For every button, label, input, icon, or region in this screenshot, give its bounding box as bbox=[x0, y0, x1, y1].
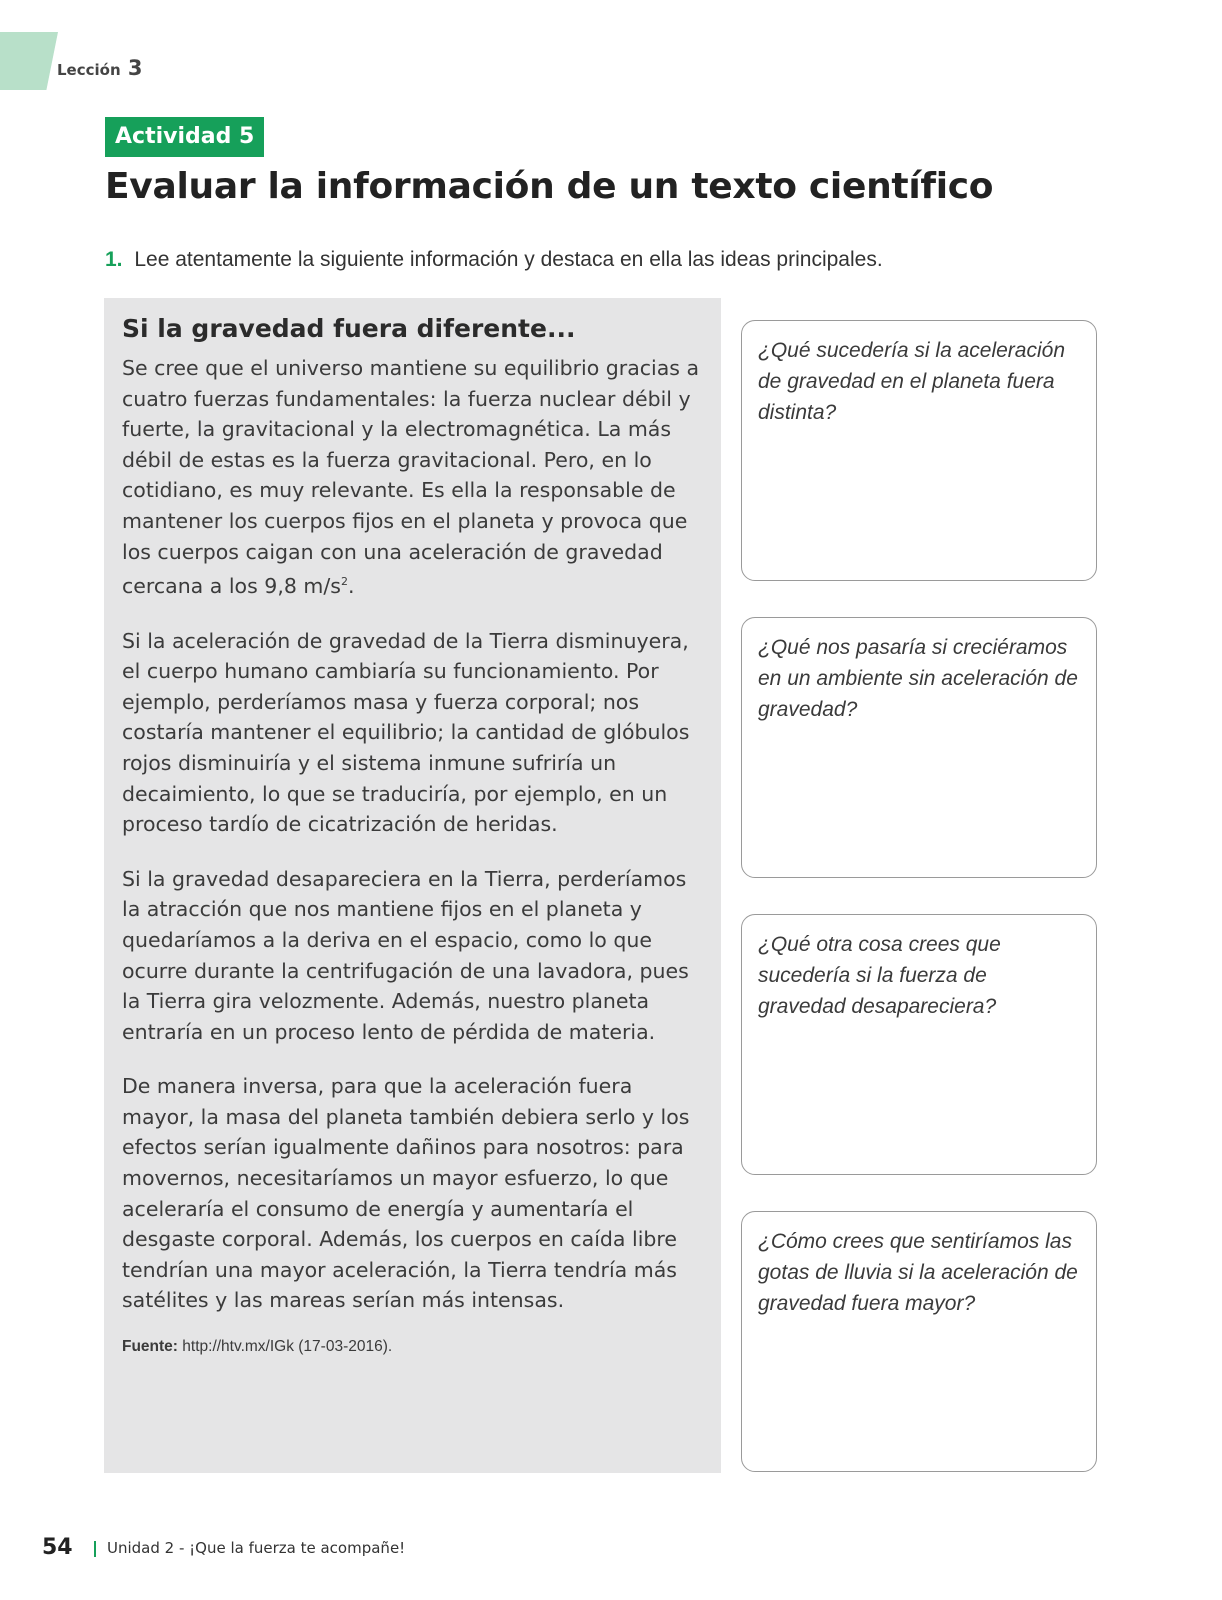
source-link[interactable]: http://htv.mx/IGk (17-03-2016). bbox=[182, 1338, 393, 1356]
instruction-number: 1. bbox=[105, 248, 123, 271]
reading-title: Si la gravedad fuera diferente... bbox=[122, 314, 576, 343]
page-number: 54 bbox=[42, 1535, 73, 1560]
footer-unit-text: Unidad 2 - ¡Que la fuerza te acompañe! bbox=[107, 1539, 406, 1557]
reading-paragraph-1-end: . bbox=[347, 573, 355, 598]
question-3: ¿Qué otra cosa crees que sucedería si la fuerza de gravedad desapareciera? bbox=[758, 933, 1001, 1018]
corner-tab-decoration bbox=[0, 32, 58, 90]
lesson-number: 3 bbox=[127, 56, 143, 80]
instruction bbox=[105, 248, 883, 272]
answer-box-1[interactable] bbox=[741, 320, 1097, 581]
reading-paragraph-1 bbox=[122, 353, 703, 602]
question-4: ¿Cómo crees que sentiríamos las gotas de lluvia si la aceleración de gravedad fuera mayor? bbox=[758, 1230, 1078, 1315]
activity-badge: Actividad 5 bbox=[105, 117, 264, 157]
footer-divider bbox=[94, 1541, 96, 1557]
superscript-exponent: 2 bbox=[340, 575, 348, 589]
answer-box-2[interactable] bbox=[741, 617, 1097, 878]
answer-box-3[interactable] bbox=[741, 914, 1097, 1175]
reading-paragraph-1-text: Se cree que el universo mantiene su equilibrio gracias a cuatro fuerzas fundamentales: la fuerza nuclear débil y fuerte, la gravitacional y la electromagnética. La más débil de estas es la fuerza gravitacional. Pero, en lo cotidiano, es muy relevante. Es ella la responsable de mantener los cuerpos fijos en el planeta y provoca que los cuerpos caigan con una aceleración de gravedad cercana a los 9,8 m/s bbox=[122, 356, 700, 598]
page-title: Evaluar la información de un texto científico bbox=[105, 166, 994, 207]
answer-box-4[interactable] bbox=[741, 1211, 1097, 1472]
reading-paragraph-3: Si la gravedad desapareciera en la Tierra, perderíamos la atracción que nos mantiene fijos en el planeta y quedaríamos a la deriva en el espacio, como lo que ocurre durante la centrifugación de una lavadora, pues la Tierra gira velozmente. Además, nuestro planeta entraría en un proceso lento de pérdida de materia. bbox=[122, 866, 689, 1044]
reading-paragraph-2: Si la aceleración de gravedad de la Tierra disminuyera, el cuerpo humano cambiaría su funcionamiento. Por ejemplo, perderíamos masa y fuerza corporal; nos costaría mantener el equilibrio; la cantidad de glóbulos rojos disminuiría y el sistema inmune sufriría un decaimiento, lo que se traduciría, por ejemplo, en un proceso tardío de cicatrización de heridas. bbox=[122, 628, 690, 837]
source-label: Fuente: bbox=[122, 1338, 178, 1356]
reading-paragraph-4: De manera inversa, para que la aceleración fuera mayor, la masa del planeta también debiera serlo y los efectos serían igualmente dañinos para nosotros: para movernos, necesitaríamos un mayor esfuerzo, lo que aceleraría el consumo de energía y aumentaría el desgaste corporal. Además, los cuerpos en caída libre tendrían una mayor aceleración, la Tierra tendría más satélites y las mareas serían más intensas. bbox=[122, 1074, 690, 1313]
source-citation bbox=[122, 1338, 703, 1356]
question-2: ¿Qué nos pasaría si creciéramos en un ambiente sin aceleración de gravedad? bbox=[758, 636, 1078, 721]
lesson-label-text: Lección bbox=[57, 61, 121, 79]
instruction-text: Lee atentamente la siguiente información y destaca en ella las ideas principales. bbox=[134, 248, 883, 271]
lesson-label bbox=[57, 56, 143, 80]
reading-box bbox=[104, 298, 721, 1473]
question-1: ¿Qué sucedería si la aceleración de gravedad en el planeta fuera distinta? bbox=[758, 339, 1065, 424]
